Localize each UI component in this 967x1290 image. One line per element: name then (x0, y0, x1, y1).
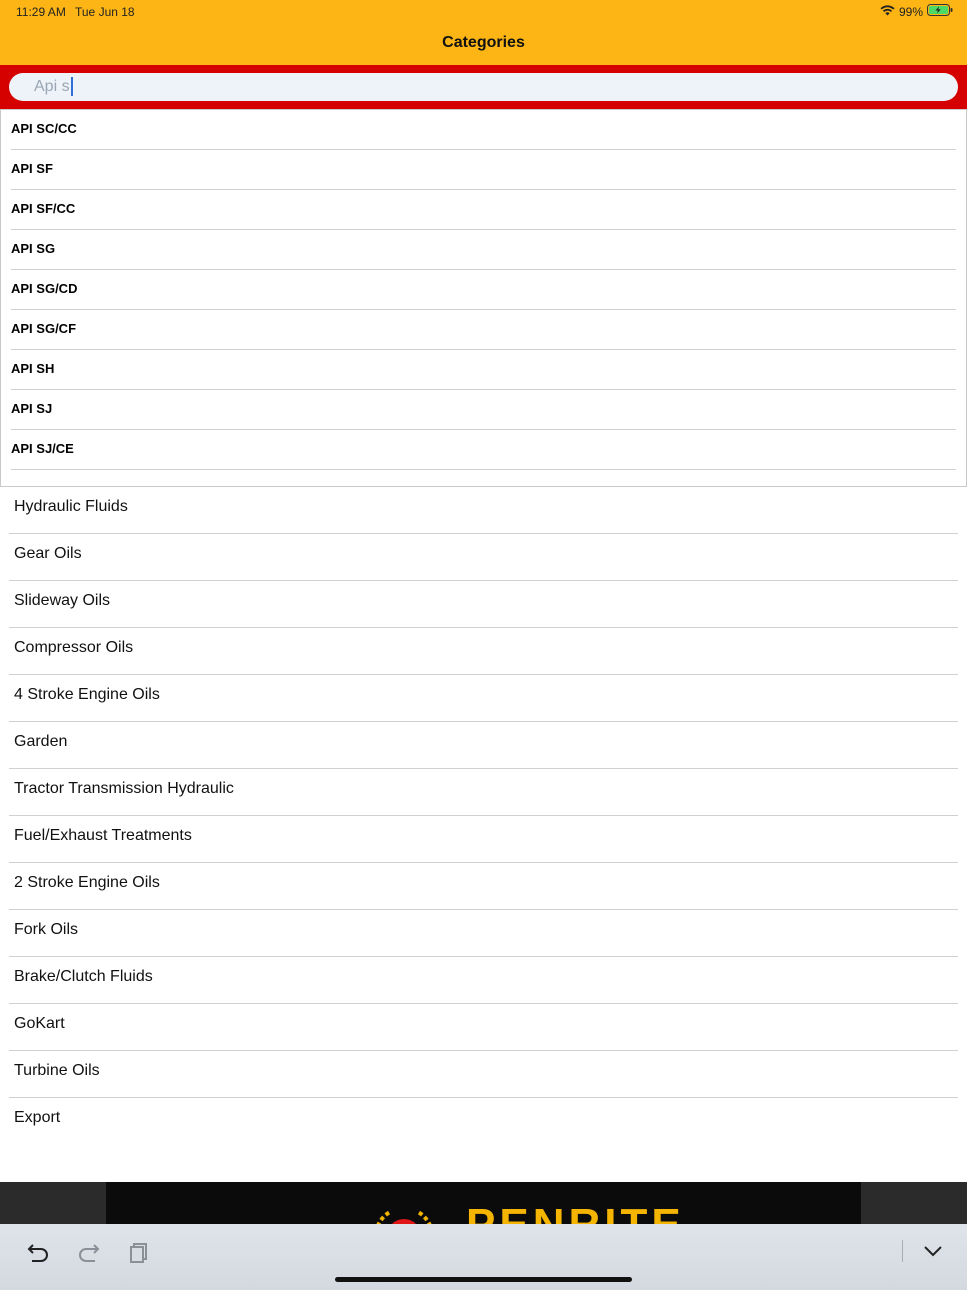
status-time: 11:29 AM (16, 5, 66, 19)
category-item[interactable]: Turbine Oils (9, 1051, 958, 1098)
chevron-down-icon[interactable] (920, 1238, 946, 1264)
category-item[interactable]: Fork Oils (9, 910, 958, 957)
search-bar (0, 65, 967, 109)
search-input[interactable] (9, 73, 958, 101)
status-date: Tue Jun 18 (75, 5, 135, 19)
undo-icon[interactable] (25, 1238, 51, 1264)
category-item[interactable]: GoKart (9, 1004, 958, 1051)
text-caret (71, 77, 73, 96)
banner-inner (106, 1182, 861, 1224)
suggestion-item[interactable]: API SG/CD (11, 270, 956, 310)
suggestion-item[interactable]: API SG (11, 230, 956, 270)
brand-banner[interactable] (0, 1182, 967, 1224)
suggestion-item[interactable]: API SF/CC (11, 190, 956, 230)
suggestion-item[interactable]: API SJ (11, 390, 956, 430)
search-suggestions (0, 109, 967, 487)
page-title: Categories (442, 34, 525, 51)
suggestion-item[interactable]: API SJ/CE (11, 430, 956, 470)
category-item[interactable]: Export (14, 1109, 61, 1126)
category-item[interactable]: 2 Stroke Engine Oils (9, 863, 958, 910)
category-item[interactable]: 4 Stroke Engine Oils (9, 675, 958, 722)
suggestion-item[interactable]: API SH (11, 350, 956, 390)
status-bar (0, 0, 967, 24)
category-item[interactable]: Garden (9, 722, 958, 769)
toolbar-divider (902, 1240, 903, 1262)
category-item[interactable]: Gear Oils (9, 534, 958, 581)
wifi-icon (880, 5, 895, 19)
navigation-bar (0, 24, 967, 65)
suggestion-item[interactable]: API SF (11, 150, 956, 190)
paste-icon[interactable] (127, 1238, 153, 1264)
search-input-text: Api s (34, 78, 70, 95)
category-item[interactable]: Hydraulic Fluids (9, 487, 958, 534)
suggestion-item[interactable]: API SG/CF (11, 310, 956, 350)
suggestion-item[interactable]: API SC/CC (11, 110, 956, 150)
category-list (0, 487, 967, 1145)
redo-icon[interactable] (76, 1238, 102, 1264)
category-item[interactable]: Brake/Clutch Fluids (9, 957, 958, 1004)
category-item[interactable]: Tractor Transmission Hydraulic (9, 769, 958, 816)
category-item[interactable]: Fuel/Exhaust Treatments (9, 816, 958, 863)
battery-icon (927, 4, 953, 19)
home-indicator (335, 1277, 632, 1282)
category-item[interactable]: Compressor Oils (9, 628, 958, 675)
battery-percent: 99% (898, 4, 923, 19)
category-item[interactable]: Slideway Oils (9, 581, 958, 628)
status-right (880, 4, 953, 19)
